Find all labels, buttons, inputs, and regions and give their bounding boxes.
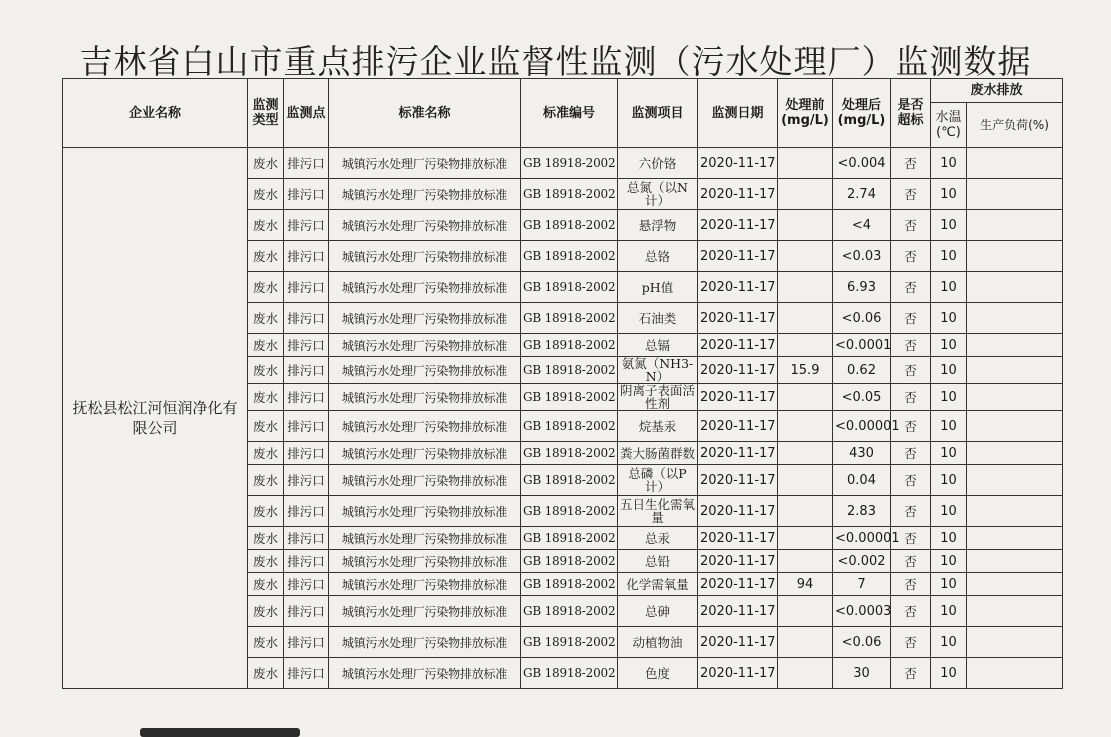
date-cell: 2020-11-17: [698, 527, 778, 550]
monitor-type-cell: 废水: [248, 573, 284, 596]
standard-code-cell: GB 18918-2002: [521, 272, 618, 303]
standard-code-cell: GB 18918-2002: [521, 573, 618, 596]
header-date: 监测日期: [698, 79, 778, 148]
water-temp-cell: 10: [931, 465, 967, 496]
load-cell: [967, 442, 1063, 465]
standard-name-cell: 城镇污水处理厂污染物排放标准: [329, 573, 521, 596]
standard-code-cell: GB 18918-2002: [521, 334, 618, 357]
date-cell: 2020-11-17: [698, 496, 778, 527]
standard-code-cell: GB 18918-2002: [521, 411, 618, 442]
monitor-type-cell: 废水: [248, 411, 284, 442]
after-cell: <0.00001: [833, 527, 891, 550]
after-cell: <0.00001: [833, 411, 891, 442]
standard-name-cell: 城镇污水处理厂污染物排放标准: [329, 241, 521, 272]
monitor-type-cell: 废水: [248, 550, 284, 573]
water-temp-cell: 10: [931, 357, 967, 384]
date-cell: 2020-11-17: [698, 357, 778, 384]
before-cell: [778, 627, 833, 658]
point-cell: 排污口: [284, 303, 329, 334]
monitor-type-cell: 废水: [248, 272, 284, 303]
load-cell: [967, 596, 1063, 627]
after-cell: <0.004: [833, 148, 891, 179]
after-cell: <0.0001: [833, 334, 891, 357]
scan-edge-shadow: [140, 728, 300, 737]
point-cell: 排污口: [284, 465, 329, 496]
exceed-cell: 否: [891, 496, 931, 527]
point-cell: 排污口: [284, 573, 329, 596]
header-exceed: 是否超标: [891, 79, 931, 148]
monitor-type-cell: 废水: [248, 148, 284, 179]
date-cell: 2020-11-17: [698, 465, 778, 496]
exceed-cell: 否: [891, 241, 931, 272]
monitor-type-cell: 废水: [248, 241, 284, 272]
point-cell: 排污口: [284, 442, 329, 465]
standard-name-cell: 城镇污水处理厂污染物排放标准: [329, 442, 521, 465]
load-cell: [967, 627, 1063, 658]
header-before: 处理前(mg/L): [778, 79, 833, 148]
monitor-type-cell: 废水: [248, 303, 284, 334]
monitor-type-cell: 废水: [248, 179, 284, 210]
date-cell: 2020-11-17: [698, 334, 778, 357]
header-point: 监测点: [284, 79, 329, 148]
after-cell: 30: [833, 658, 891, 689]
exceed-cell: 否: [891, 148, 931, 179]
water-temp-cell: 10: [931, 210, 967, 241]
before-cell: [778, 596, 833, 627]
before-cell: [778, 411, 833, 442]
standard-name-cell: 城镇污水处理厂污染物排放标准: [329, 658, 521, 689]
date-cell: 2020-11-17: [698, 179, 778, 210]
point-cell: 排污口: [284, 272, 329, 303]
exceed-cell: 否: [891, 627, 931, 658]
load-cell: [967, 573, 1063, 596]
item-cell: pH值: [618, 272, 698, 303]
item-cell: 六价铬: [618, 148, 698, 179]
date-cell: 2020-11-17: [698, 148, 778, 179]
exceed-cell: 否: [891, 334, 931, 357]
water-temp-cell: 10: [931, 334, 967, 357]
before-cell: [778, 658, 833, 689]
date-cell: 2020-11-17: [698, 411, 778, 442]
before-cell: [778, 148, 833, 179]
standard-code-cell: GB 18918-2002: [521, 596, 618, 627]
monitor-type-cell: 废水: [248, 527, 284, 550]
exceed-cell: 否: [891, 465, 931, 496]
water-temp-cell: 10: [931, 596, 967, 627]
exceed-cell: 否: [891, 411, 931, 442]
date-cell: 2020-11-17: [698, 384, 778, 411]
date-cell: 2020-11-17: [698, 627, 778, 658]
standard-code-cell: GB 18918-2002: [521, 357, 618, 384]
point-cell: 排污口: [284, 411, 329, 442]
monitor-type-cell: 废水: [248, 334, 284, 357]
standard-code-cell: GB 18918-2002: [521, 442, 618, 465]
point-cell: 排污口: [284, 384, 329, 411]
point-cell: 排污口: [284, 148, 329, 179]
after-cell: <4: [833, 210, 891, 241]
date-cell: 2020-11-17: [698, 573, 778, 596]
point-cell: 排污口: [284, 527, 329, 550]
exceed-cell: 否: [891, 210, 931, 241]
exceed-cell: 否: [891, 272, 931, 303]
point-cell: 排污口: [284, 550, 329, 573]
standard-name-cell: 城镇污水处理厂污染物排放标准: [329, 357, 521, 384]
after-cell: <0.06: [833, 303, 891, 334]
standard-name-cell: 城镇污水处理厂污染物排放标准: [329, 596, 521, 627]
exceed-cell: 否: [891, 658, 931, 689]
standard-code-cell: GB 18918-2002: [521, 465, 618, 496]
standard-code-cell: GB 18918-2002: [521, 496, 618, 527]
company-name: 抚松县松江河恒润净化有限公司: [63, 148, 248, 689]
standard-name-cell: 城镇污水处理厂污染物排放标准: [329, 384, 521, 411]
item-cell: 总铅: [618, 550, 698, 573]
load-cell: [967, 210, 1063, 241]
load-cell: [967, 384, 1063, 411]
standard-name-cell: 城镇污水处理厂污染物排放标准: [329, 550, 521, 573]
standard-name-cell: 城镇污水处理厂污染物排放标准: [329, 148, 521, 179]
point-cell: 排污口: [284, 596, 329, 627]
item-cell: 总镉: [618, 334, 698, 357]
item-cell: 石油类: [618, 303, 698, 334]
item-cell: 总砷: [618, 596, 698, 627]
water-temp-cell: 10: [931, 411, 967, 442]
before-cell: [778, 210, 833, 241]
water-temp-cell: 10: [931, 148, 967, 179]
standard-code-cell: GB 18918-2002: [521, 527, 618, 550]
header-load: 生产负荷(%): [967, 103, 1063, 148]
item-cell: 烷基汞: [618, 411, 698, 442]
standard-name-cell: 城镇污水处理厂污染物排放标准: [329, 627, 521, 658]
date-cell: 2020-11-17: [698, 442, 778, 465]
exceed-cell: 否: [891, 384, 931, 411]
monitor-type-cell: 废水: [248, 465, 284, 496]
monitor-type-cell: 废水: [248, 384, 284, 411]
load-cell: [967, 465, 1063, 496]
water-temp-cell: 10: [931, 573, 967, 596]
date-cell: 2020-11-17: [698, 272, 778, 303]
point-cell: 排污口: [284, 334, 329, 357]
after-cell: <0.002: [833, 550, 891, 573]
item-cell: 色度: [618, 658, 698, 689]
header-after: 处理后(mg/L): [833, 79, 891, 148]
water-temp-cell: 10: [931, 527, 967, 550]
standard-name-cell: 城镇污水处理厂污染物排放标准: [329, 303, 521, 334]
standard-code-cell: GB 18918-2002: [521, 241, 618, 272]
monitor-type-cell: 废水: [248, 658, 284, 689]
table-row: [63, 148, 1063, 179]
after-cell: <0.05: [833, 384, 891, 411]
after-cell: <0.06: [833, 627, 891, 658]
before-cell: 94: [778, 573, 833, 596]
exceed-cell: 否: [891, 303, 931, 334]
item-cell: 总铬: [618, 241, 698, 272]
standard-name-cell: 城镇污水处理厂污染物排放标准: [329, 411, 521, 442]
point-cell: 排污口: [284, 496, 329, 527]
water-temp-cell: 10: [931, 303, 967, 334]
standard-name-cell: 城镇污水处理厂污染物排放标准: [329, 179, 521, 210]
item-cell: 总氮（以N计）: [618, 179, 698, 210]
header-company: 企业名称: [63, 79, 248, 148]
water-temp-cell: 10: [931, 550, 967, 573]
before-cell: [778, 179, 833, 210]
date-cell: 2020-11-17: [698, 658, 778, 689]
point-cell: 排污口: [284, 658, 329, 689]
after-cell: 6.93: [833, 272, 891, 303]
standard-name-cell: 城镇污水处理厂污染物排放标准: [329, 496, 521, 527]
standard-code-cell: GB 18918-2002: [521, 179, 618, 210]
water-temp-cell: 10: [931, 627, 967, 658]
before-cell: [778, 303, 833, 334]
standard-name-cell: 城镇污水处理厂污染物排放标准: [329, 527, 521, 550]
before-cell: [778, 496, 833, 527]
monitor-type-cell: 废水: [248, 442, 284, 465]
after-cell: 2.74: [833, 179, 891, 210]
load-cell: [967, 241, 1063, 272]
item-cell: 化学需氧量: [618, 573, 698, 596]
standard-code-cell: GB 18918-2002: [521, 627, 618, 658]
load-cell: [967, 272, 1063, 303]
standard-code-cell: GB 18918-2002: [521, 303, 618, 334]
date-cell: 2020-11-17: [698, 550, 778, 573]
item-cell: 动植物油: [618, 627, 698, 658]
load-cell: [967, 179, 1063, 210]
load-cell: [967, 411, 1063, 442]
exceed-cell: 否: [891, 527, 931, 550]
load-cell: [967, 658, 1063, 689]
item-cell: 五日生化需氧量: [618, 496, 698, 527]
standard-code-cell: GB 18918-2002: [521, 658, 618, 689]
item-cell: 总汞: [618, 527, 698, 550]
before-cell: [778, 241, 833, 272]
load-cell: [967, 527, 1063, 550]
page-title: 吉林省白山市重点排污企业监督性监测（污水处理厂）监测数据: [79, 42, 1032, 81]
standard-name-cell: 城镇污水处理厂污染物排放标准: [329, 465, 521, 496]
load-cell: [967, 334, 1063, 357]
load-cell: [967, 303, 1063, 334]
standard-code-cell: GB 18918-2002: [521, 148, 618, 179]
water-temp-cell: 10: [931, 496, 967, 527]
before-cell: [778, 272, 833, 303]
item-cell: 阴离子表面活性剂: [618, 384, 698, 411]
load-cell: [967, 496, 1063, 527]
water-temp-cell: 10: [931, 179, 967, 210]
date-cell: 2020-11-17: [698, 241, 778, 272]
item-cell: 粪大肠菌群数: [618, 442, 698, 465]
water-temp-cell: 10: [931, 241, 967, 272]
header-monitor-type: 监测类型: [248, 79, 284, 148]
before-cell: [778, 465, 833, 496]
before-cell: [778, 550, 833, 573]
after-cell: <0.03: [833, 241, 891, 272]
after-cell: 430: [833, 442, 891, 465]
before-cell: [778, 384, 833, 411]
exceed-cell: 否: [891, 442, 931, 465]
after-cell: 2.83: [833, 496, 891, 527]
load-cell: [967, 550, 1063, 573]
monitoring-table: [62, 78, 1063, 689]
date-cell: 2020-11-17: [698, 210, 778, 241]
header-discharge: 废水排放: [931, 79, 1063, 103]
point-cell: 排污口: [284, 241, 329, 272]
exceed-cell: 否: [891, 596, 931, 627]
item-cell: 总磷（以P计）: [618, 465, 698, 496]
table-body: [63, 148, 1063, 689]
monitor-type-cell: 废水: [248, 357, 284, 384]
load-cell: [967, 148, 1063, 179]
water-temp-cell: 10: [931, 272, 967, 303]
before-cell: [778, 442, 833, 465]
standard-name-cell: 城镇污水处理厂污染物排放标准: [329, 334, 521, 357]
water-temp-cell: 10: [931, 658, 967, 689]
load-cell: [967, 357, 1063, 384]
standard-name-cell: 城镇污水处理厂污染物排放标准: [329, 272, 521, 303]
standard-code-cell: GB 18918-2002: [521, 210, 618, 241]
monitor-type-cell: 废水: [248, 627, 284, 658]
point-cell: 排污口: [284, 210, 329, 241]
header-water-temp: 水温(℃): [931, 103, 967, 148]
monitor-type-cell: 废水: [248, 210, 284, 241]
standard-code-cell: GB 18918-2002: [521, 550, 618, 573]
date-cell: 2020-11-17: [698, 303, 778, 334]
header-standard-name: 标准名称: [329, 79, 521, 148]
item-cell: 悬浮物: [618, 210, 698, 241]
item-cell: 氨氮（NH3-N）: [618, 357, 698, 384]
after-cell: <0.0003: [833, 596, 891, 627]
exceed-cell: 否: [891, 357, 931, 384]
point-cell: 排污口: [284, 179, 329, 210]
standard-name-cell: 城镇污水处理厂污染物排放标准: [329, 210, 521, 241]
before-cell: [778, 334, 833, 357]
point-cell: 排污口: [284, 357, 329, 384]
before-cell: 15.9: [778, 357, 833, 384]
after-cell: 0.62: [833, 357, 891, 384]
date-cell: 2020-11-17: [698, 596, 778, 627]
header-standard-code: 标准编号: [521, 79, 618, 148]
before-cell: [778, 527, 833, 550]
after-cell: 7: [833, 573, 891, 596]
exceed-cell: 否: [891, 179, 931, 210]
exceed-cell: 否: [891, 573, 931, 596]
water-temp-cell: 10: [931, 384, 967, 411]
after-cell: 0.04: [833, 465, 891, 496]
water-temp-cell: 10: [931, 442, 967, 465]
point-cell: 排污口: [284, 627, 329, 658]
standard-code-cell: GB 18918-2002: [521, 384, 618, 411]
monitor-type-cell: 废水: [248, 596, 284, 627]
header-item: 监测项目: [618, 79, 698, 148]
exceed-cell: 否: [891, 550, 931, 573]
monitor-type-cell: 废水: [248, 496, 284, 527]
